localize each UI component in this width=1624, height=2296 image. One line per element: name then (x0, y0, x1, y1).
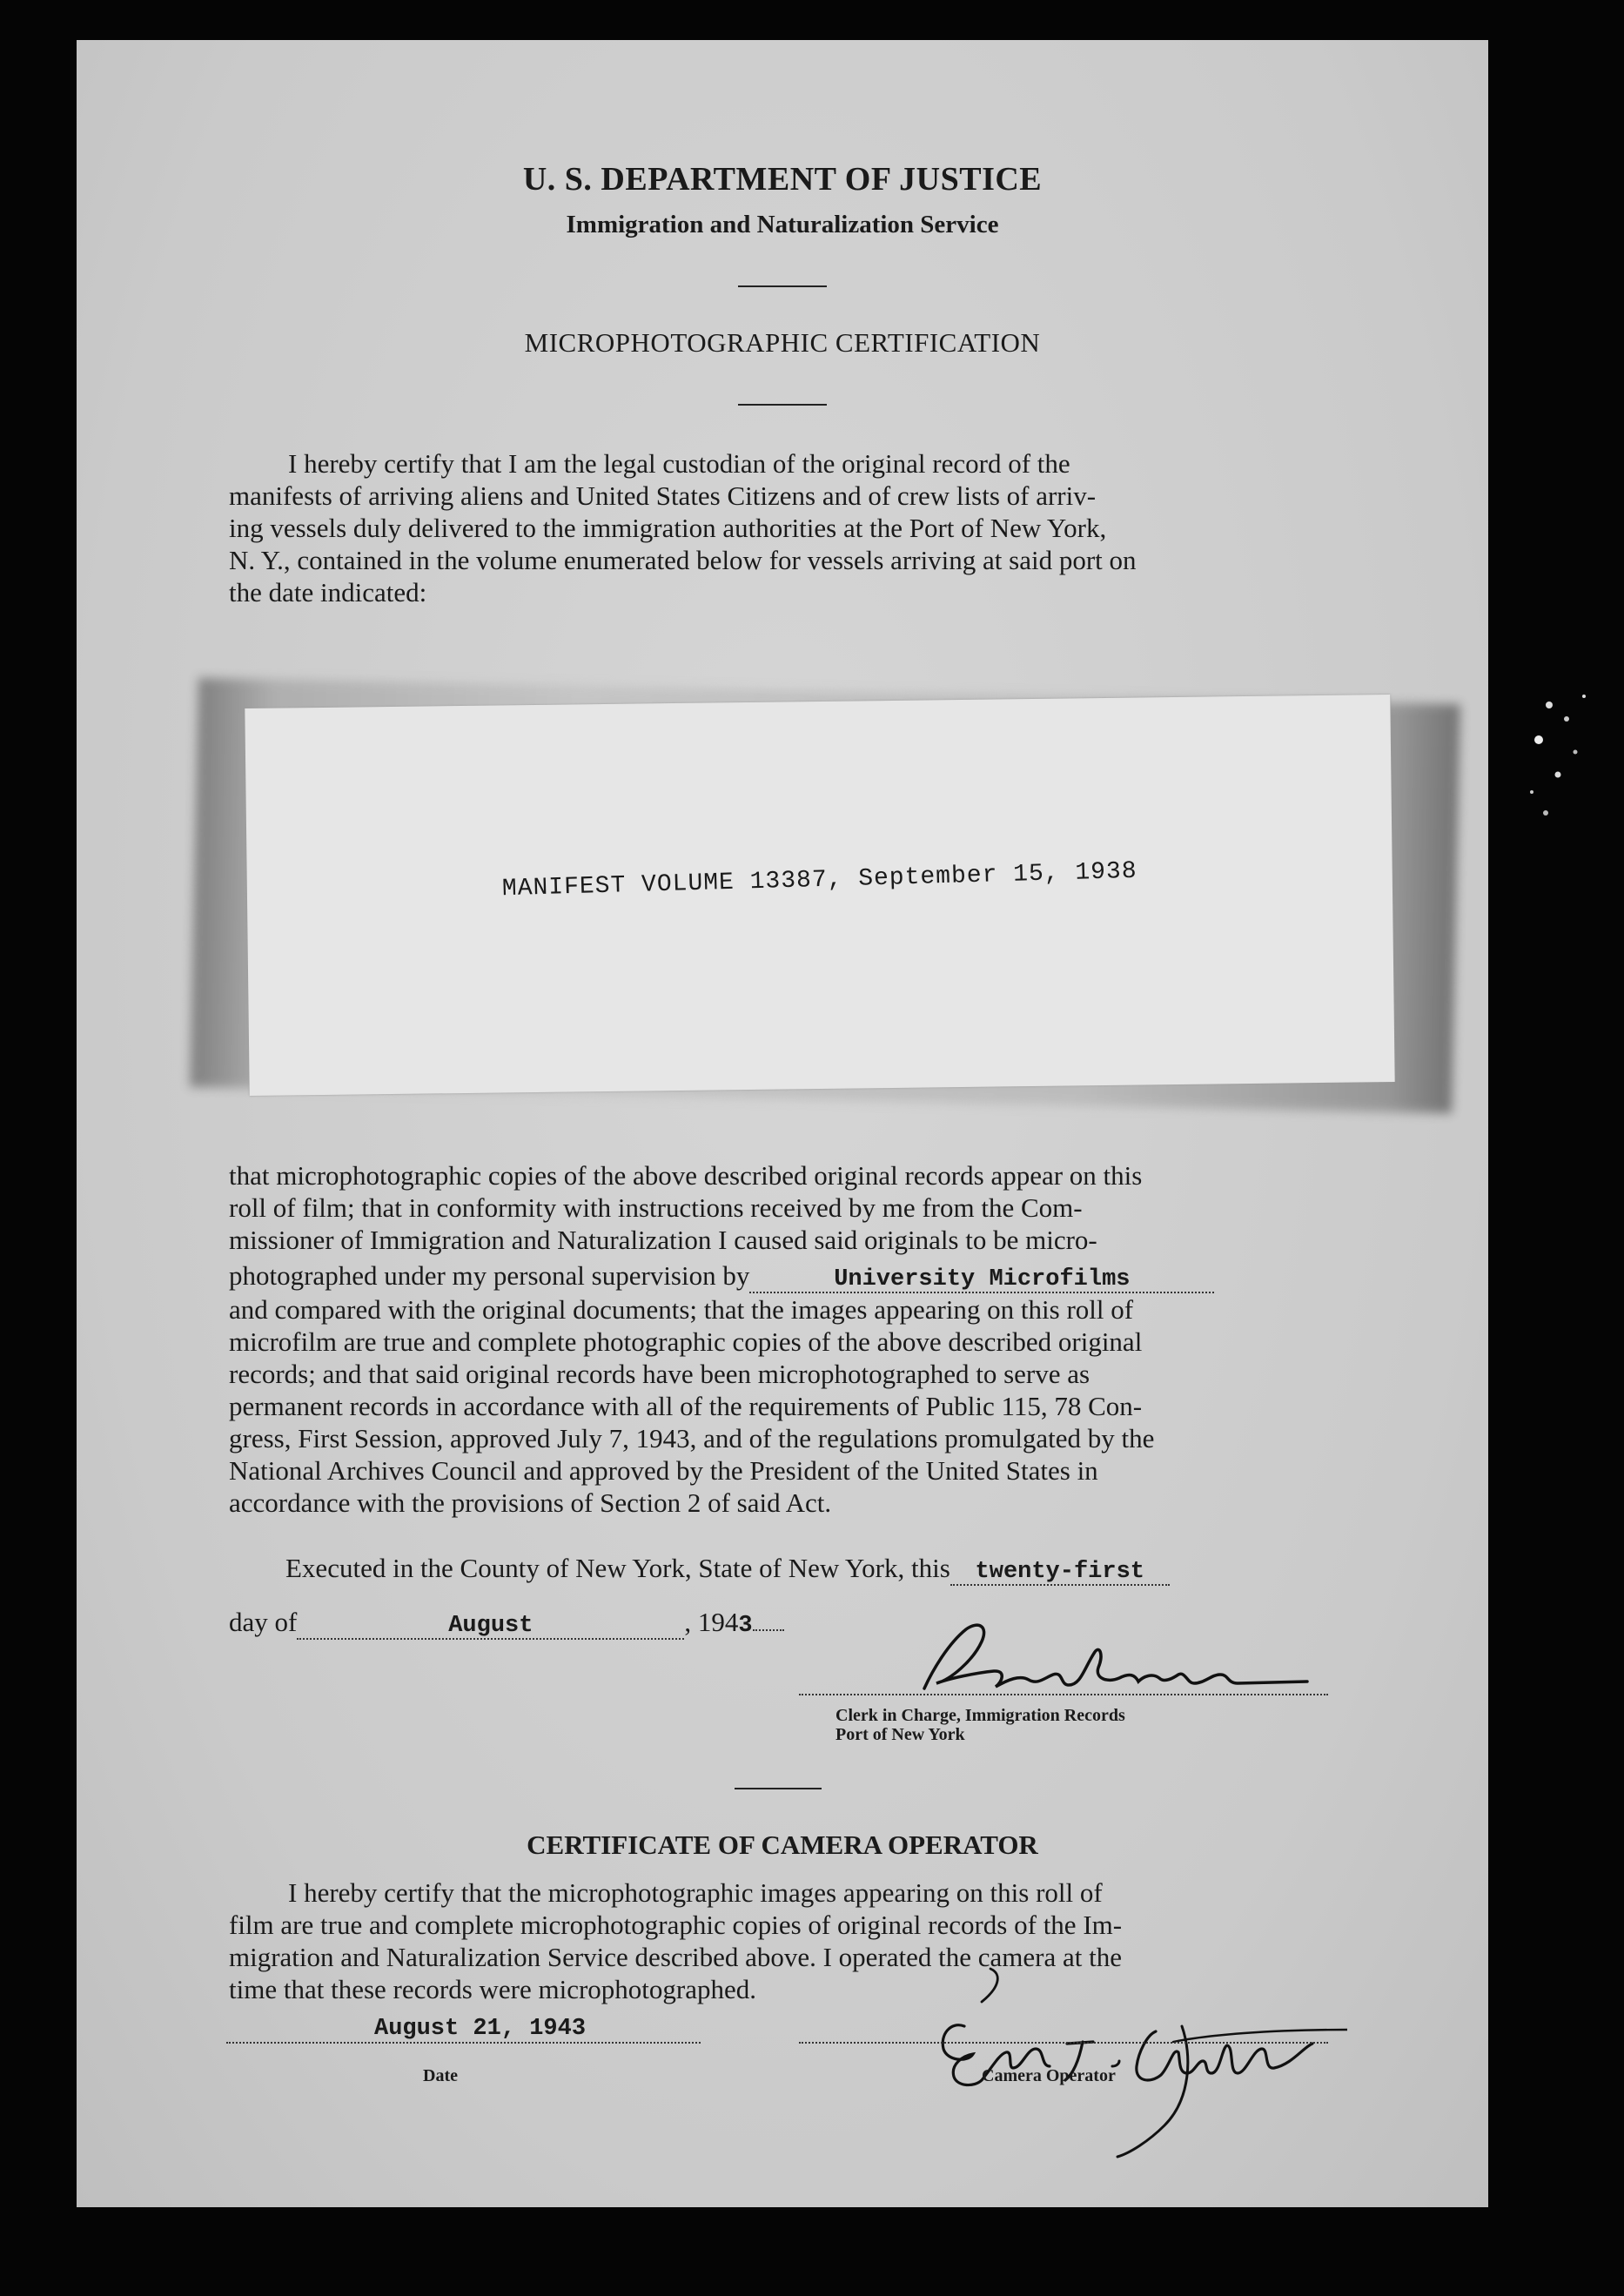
camera-operator-heading: CERTIFICATE OF CAMERA OPERATOR (527, 1829, 1038, 1860)
operator-line: migration and Naturalization Service described above. I operated the camera at the (229, 1942, 1122, 1972)
intro-line: manifests of arriving aliens and United States Citizens and of crew lists of arriv- (229, 480, 1097, 511)
body-line: and compared with the original documents; that the images appearing on this roll of (229, 1294, 1134, 1325)
body-line: missioner of Immigration and Naturalization I caused said originals to be micro- (229, 1225, 1097, 1255)
divider (738, 404, 827, 406)
department-heading: U. S. DEPARTMENT OF JUSTICE (522, 161, 1043, 198)
body-line: photographed under my personal supervision by (229, 1260, 750, 1291)
clerk-location: Port of New York (835, 1725, 965, 1744)
intro-line: the date indicated: (229, 577, 427, 608)
form-title: MICROPHOTOGRAPHIC CERTIFICATION (524, 327, 1041, 358)
year-prefix: , 194 (684, 1607, 739, 1637)
execution-text: Executed in the County of New York, State of New York, this (285, 1553, 950, 1583)
day-of-line (229, 1607, 784, 1640)
operator-line: time that these records were microphotographed. (229, 1974, 756, 2004)
film-specks (1514, 679, 1601, 836)
divider (735, 1788, 822, 1789)
clerk-signature-icon (898, 1617, 1316, 1704)
operator-signature-icon (860, 1951, 1347, 2178)
body-line: records; and that said original records have been microphotographed to serve as (229, 1359, 1090, 1389)
supervisor-field: University Microfilms (749, 1267, 1214, 1293)
date-line (226, 2042, 701, 2044)
body-line: microfilm are true and complete photographic copies of the above described original (229, 1326, 1143, 1357)
year-digit: 3 (738, 1613, 753, 1639)
certification-body (229, 1159, 1339, 1519)
body-line: roll of film; that in conformity with instructions received by me from the Com- (229, 1192, 1083, 1223)
body-line: accordance with the provisions of Section 2 of said Act. (229, 1487, 832, 1518)
day-of-label: day of (229, 1607, 298, 1637)
intro-line: ing vessels duly delivered to the immigration authorities at the Port of New York, (229, 513, 1107, 543)
month-field: August (297, 1614, 684, 1640)
date-value: August 21, 1943 (374, 2016, 587, 2042)
divider (738, 285, 827, 287)
camera-operator-label: Camera Operator (982, 2066, 1116, 2085)
certificate-page (77, 40, 1488, 2207)
execution-line (285, 1553, 1170, 1586)
body-line: that microphotographic copies of the above described original records appear on this (229, 1160, 1143, 1191)
body-line: gress, First Session, approved July 7, 1943, and of the regulations promulgated by the (229, 1423, 1155, 1453)
operator-line: I hereby certify that the microphotographic images appearing on this roll of (288, 1877, 1103, 1908)
clerk-title: Clerk in Charge, Immigration Records (835, 1706, 1125, 1725)
body-line: National Archives Council and approved by the President of the United States in (229, 1455, 1098, 1486)
intro-line: N. Y., contained in the volume enumerated below for vessels arriving at said port on (229, 545, 1137, 575)
intro-paragraph (229, 447, 1339, 608)
camera-operator-signature-line (799, 2042, 1328, 2044)
date-label: Date (423, 2066, 458, 2085)
intro-line: I hereby certify that I am the legal custodian of the original record of the (288, 448, 1070, 479)
clerk-signature-line (799, 1694, 1328, 1695)
day-field: twenty-first (950, 1560, 1170, 1586)
service-subheading: Immigration and Naturalization Service (566, 211, 999, 238)
operator-line: film are true and complete microphotographic copies of original records of the Im- (229, 1910, 1123, 1940)
body-line: permanent records in accordance with all of the requirements of Public 115, 78 Con- (229, 1391, 1143, 1421)
manifest-volume-slip (245, 695, 1394, 1096)
manifest-volume-text: MANIFEST VOLUME 13387, September 15, 1938 (501, 857, 1138, 903)
